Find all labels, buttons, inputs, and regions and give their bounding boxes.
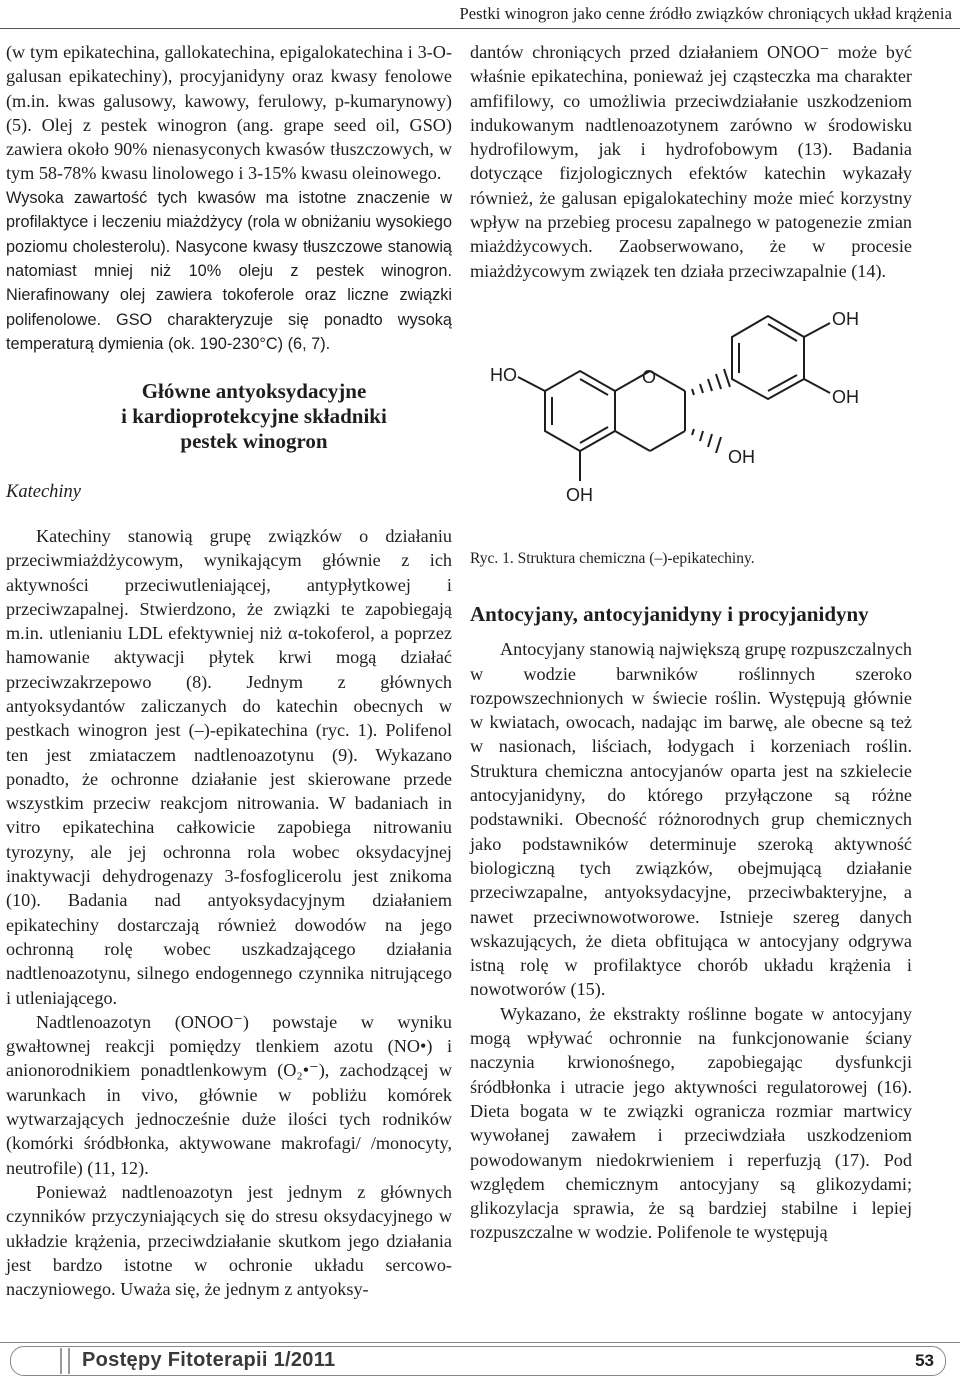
right-column: [470, 40, 912, 1245]
ring-b: [732, 316, 804, 399]
epicatechin-structure: [470, 301, 910, 541]
ring-a: [545, 371, 615, 451]
paragraph: (w tym epikatechina, gallokatechina, epigalokatechina i 3-O-galusan epikatechiny), procyjanidyny oraz kwasy fenolowe (m.in. kwas galusowy, kawowy, ferulowy, p-kumarynowy) (5). Olej z pestek winogron (ang. grape seed oil, GSO) zawiera około 90% nienasyconych kwasów tłuszczowych, w tym 58-78% kwasu linolowego i 3-15% kwasu oleinowego.: [6, 42, 452, 184]
box-heading-line: Główne antyoksydacyjne: [141, 378, 367, 403]
hashed-bond-oh: [692, 429, 721, 453]
label-oh-mid: OH: [832, 386, 859, 407]
paragraph: dantów chroniących przed działaniem ONOO⁻ może być właśnie epikatechina, ponieważ jej cząsteczka ma charakter amfifilowy, co umożliwia przeciwdziałanie uszkodzeniom indukowanym nadtlenoazotynem zarówno w środowisku hydrofilowym, jak i hydrofobowym (13). Badania dotyczące fizjologicznych efektów katechin wykazały również, że galusan epigalokatechiny może mieć korzystny wpływ na przebieg procesu zapalnego w patogenezie zmian miażdżycowych. Zaobserwowano, że w procesie miażdżycowym związek ten działa przeciwzapalnie (14).: [470, 42, 912, 281]
paragraph: Katechiny stanowią grupę związków o działaniu przeciwmiażdżycowym, wynikającym głównie z ich aktywności przeciwutleniającej, antypłytkowej i przeciwzapalnej. Stwierdzono, że związki te zapobiegają m.in. utlenianiu LDL efektywniej niż α-tokoferol, a poprzez hamowanie aktywacji płytek krwi mogą działać przeciwzakrzepowo (8). Jednym z głównych antyoksydantów zaliczanych do katechin obecnych w pestkach winogron jest (–)-epikatechina (ryc. 1). Polifenol ten jest zmiataczem nadtlenoazotynu (9). Wykazano ponadto, że ochronne działanie jest skierowane przede wszystkim przeciw reakcjom nitrowania. W badaniach in vitro epikatechina całkowicie zapobiega nitrowaniu tyrozyny, ale jej ochronna rola wobec oksydacyjnej inaktywacji dehydrogenazy 3-fosfoglicerolu jest znikoma (10). Badania nad antyoksydacyjnym działaniem epikatechiny dostarczają również dowodów na jego ochronną rolę wobec uszkadzającego działania nadtlenoazotynu, silnego endogennego czynnika nitrującego i utleniającego.: [6, 525, 452, 1008]
header-rule: [0, 28, 960, 29]
paragraph: Nadtlenoazotyn (ONOO⁻) powstaje w wyniku gwałtownej reakcji pomiędzy tlenkiem azotu (NO•) i anionorodnikiem ponadtlenkowym (O₂•⁻), zachodzącej w warunkach in vivo, głównie w pobliżu komórek wytwarzających jednocześnie duże ilości tych rodników (komórki śródbłonka, aktywowane makrofagi/ /monocyty, neutrofile) (11, 12).: [6, 1011, 452, 1178]
label-oh-bottom: OH: [566, 484, 593, 505]
left-column: [6, 40, 452, 1301]
subsection-heading: Katechiny: [6, 481, 82, 502]
paragraph: Antocyjany stanowią największą grupę rozpuszczalnych w wodzie barwników roślinnych szeroko rozpowszechnionych w świecie roślin. Występują głównie w kwiatach, owocach, nadając im barwę, ale obecne są też w nasionach, liściach, łodygach i korzeniach roślin. Struktura chemiczna antocyjanów oparta jest na szkielecie antocyjanidyny, do którego przyłączone są różne podstawniki. Obecność różnorodnych grup chemicznych jako podstawników determinuje szeroką aktywność biologiczną tych związków, obejmującą działanie przeciwzapalne, antyoksydacyjne, przeciwbakteryjne, a nawet przeciwnowotworowe. Istnieje szereg danych wskazujących, że dieta obfitująca w antocyjany odgrywa istną rolę w profilaktyce chorób układu krążenia i nowotworów (15).: [470, 639, 912, 1000]
page-number: 53: [915, 1351, 934, 1370]
figure-caption: Ryc. 1. Struktura chemiczna (–)-epikatechiny.: [470, 549, 755, 567]
paragraph-sans: Wysoka zawartość tych kwasów ma istotne znaczenie w profilaktyce i leczeniu miażdżycy (rola w obniżaniu wysokiego poziomu cholesterolu). Nasycone kwasy tłuszczowe stanowią natomiast mniej niż 10% oleju z pestek winogron. Nierafinowany olej zawiera tokoferole oraz liczne związki polifenolowe. GSO charakteryzuje się ponadto wysoką temperaturą dymienia (ok. 190-230°C) (6, 7).: [6, 188, 452, 354]
footer-rule: [0, 1342, 960, 1343]
label-oh-right: OH: [728, 446, 755, 467]
footer-ornament: [60, 1348, 62, 1374]
hashed-bond-b-ring: [692, 369, 730, 395]
section-heading: Antocyjany, antocyjanidyny i procyjanidyny: [470, 602, 869, 627]
box-heading: [56, 379, 452, 454]
label-oh-top: OH: [832, 308, 859, 329]
journal-name: Postępy Fitoterapii 1/2011: [82, 1349, 336, 1371]
footer-ornament: [68, 1348, 70, 1374]
box-heading-line: i kardioprotekcyjne składniki: [121, 403, 387, 428]
label-ho: HO: [490, 364, 517, 385]
box-heading-line: pestek winogron: [180, 428, 328, 453]
running-title: Pestki winogron jako cenne źródło związków chroniących układ krążenia: [459, 4, 952, 23]
paragraph: Ponieważ nadtlenoazotyn jest jednym z głównych czynników przyczyniających się do stresu oksydacyjnego w układzie krążenia, przeciwdziałanie skutkom jego działania jest bardzo istotne w ochronie układu sercowo-naczyniowego. Uważa się, że jednym z antyoksy-: [6, 1181, 452, 1300]
paragraph: Wykazano, że ekstrakty roślinne bogate w antocyjany mogą wpływać ochronnie na funkcjonowanie ściany naczynia krwionośnego, zapobiegając dysfunkcji śródbłonka i utracie jego aktywności regulatorowej (16). Dieta bogata w te związki ogranicza rozmiar martwicy wywołanej zawałem i przeciwdziała uszkodzeniom powodowanym niedokrwieniem i reperfuzją (17). Pod względem chemicznym antocyjany są glikozydami; glikozylacja sprawia, że są bardziej stabilne i lepiej rozpuszczalne w wodzie. Polifenole te występują: [470, 1003, 912, 1243]
label-o: O: [642, 366, 657, 387]
figure-epicatechin: [470, 301, 912, 541]
